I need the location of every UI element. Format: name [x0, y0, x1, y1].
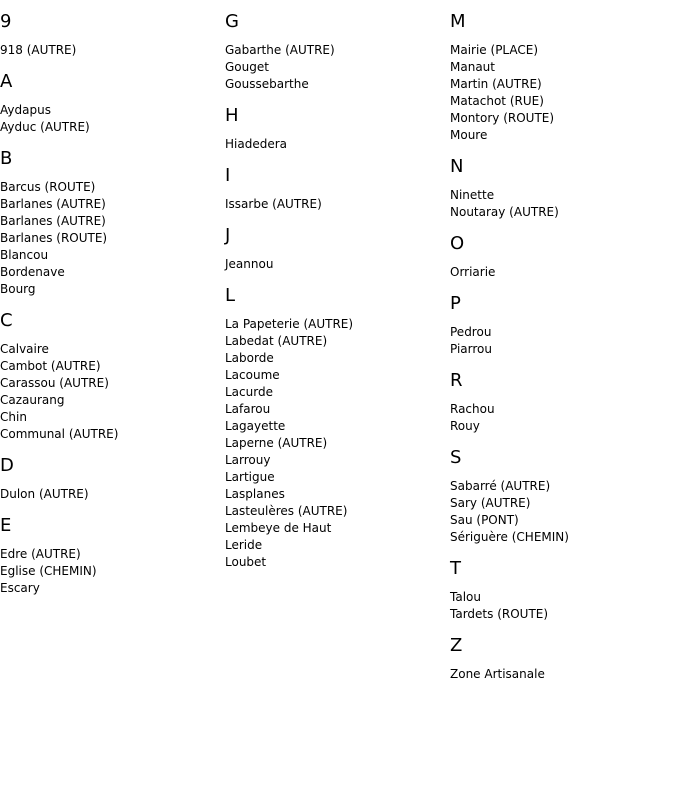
street-item: Leride	[225, 538, 263, 552]
letter-heading: N	[450, 156, 464, 177]
street-item: Sabarré (AUTRE)	[450, 479, 551, 493]
street-item: Manaut	[450, 60, 495, 74]
letter-heading: G	[225, 11, 239, 32]
street-list	[450, 324, 670, 358]
street-list	[450, 187, 670, 221]
street-item: Cambot (AUTRE)	[0, 359, 101, 373]
letter-section-p	[450, 293, 670, 358]
street-item: Lacoume	[225, 368, 280, 382]
street-item: Tardets (ROUTE)	[450, 607, 549, 621]
street-item: Rachou	[450, 402, 495, 416]
street-item: Lagayette	[225, 419, 286, 433]
street-item: Carassou (AUTRE)	[0, 376, 109, 390]
letter-section-o	[450, 233, 670, 281]
street-list	[450, 478, 670, 546]
street-item: Labedat (AUTRE)	[225, 334, 328, 348]
street-item: Lembeye de Haut	[225, 521, 332, 535]
letter-heading: 9	[0, 11, 12, 32]
street-item: Blancou	[0, 248, 49, 262]
letter-section-t	[450, 558, 670, 623]
street-item: Barlanes (AUTRE)	[0, 197, 106, 211]
street-item: Sériguère (CHEMIN)	[450, 530, 569, 544]
street-item: Communal (AUTRE)	[0, 427, 119, 441]
street-item: Ninette	[450, 188, 495, 202]
letter-section-d	[0, 455, 220, 503]
street-item: Barlanes (AUTRE)	[0, 214, 106, 228]
street-item: Lafarou	[225, 402, 271, 416]
letter-heading: P	[450, 293, 461, 314]
street-item: Zone Artisanale	[450, 667, 545, 681]
street-item: Lasteulères (AUTRE)	[225, 504, 348, 518]
letter-section-g	[225, 11, 445, 93]
street-item: Gouget	[225, 60, 269, 74]
street-item: Sary (AUTRE)	[450, 496, 531, 510]
street-list	[450, 264, 670, 281]
street-list	[450, 666, 670, 683]
street-item: Rouy	[450, 419, 480, 433]
letter-heading: S	[450, 447, 462, 468]
index-column-1	[0, 0, 220, 609]
index-column-2	[225, 0, 445, 583]
street-item: Sau (PONT)	[450, 513, 519, 527]
street-list	[450, 401, 670, 435]
letter-heading: C	[0, 310, 13, 331]
street-item: Piarrou	[450, 342, 492, 356]
street-item: Gabarthe (AUTRE)	[225, 43, 335, 57]
street-list	[0, 102, 220, 136]
letter-heading: O	[450, 233, 465, 254]
street-list	[225, 42, 445, 93]
letter-heading: H	[225, 105, 239, 126]
street-item: Eglise (CHEMIN)	[0, 564, 97, 578]
letter-section-a	[0, 71, 220, 136]
street-item: Lartigue	[225, 470, 275, 484]
street-item: Dulon (AUTRE)	[0, 487, 89, 501]
letter-heading: E	[0, 515, 12, 536]
street-item: Montory (ROUTE)	[450, 111, 555, 125]
letter-section-e	[0, 515, 220, 597]
street-list	[225, 316, 445, 571]
street-list	[225, 196, 445, 213]
street-list	[0, 486, 220, 503]
street-item: Aydapus	[0, 103, 51, 117]
letter-heading: Z	[450, 635, 463, 656]
street-item: Hiadedera	[225, 137, 287, 151]
letter-section-z	[450, 635, 670, 683]
street-item: Orriarie	[450, 265, 496, 279]
street-item: Talou	[450, 590, 481, 604]
index-column-3	[450, 0, 670, 695]
street-item: Barcus (ROUTE)	[0, 180, 96, 194]
letter-heading: B	[0, 148, 13, 169]
letter-section-l	[225, 285, 445, 571]
letter-heading: M	[450, 11, 466, 32]
street-list	[450, 589, 670, 623]
street-list	[450, 42, 670, 144]
street-list	[225, 256, 445, 273]
street-item: Edre (AUTRE)	[0, 547, 81, 561]
street-item: Barlanes (ROUTE)	[0, 231, 108, 245]
street-item: Ayduc (AUTRE)	[0, 120, 90, 134]
street-item: Issarbe (AUTRE)	[225, 197, 322, 211]
street-item: Calvaire	[0, 342, 49, 356]
letter-section-h	[225, 105, 445, 153]
letter-section-9	[0, 11, 220, 59]
letter-heading: A	[0, 71, 13, 92]
street-item: Matachot (RUE)	[450, 94, 544, 108]
street-list	[0, 341, 220, 443]
street-list	[0, 179, 220, 298]
street-item: Lacurde	[225, 385, 273, 399]
letter-heading: J	[225, 225, 231, 246]
letter-section-s	[450, 447, 670, 546]
street-item: Martin (AUTRE)	[450, 77, 542, 91]
letter-heading: R	[450, 370, 463, 391]
letter-section-n	[450, 156, 670, 221]
street-item: Chin	[0, 410, 27, 424]
street-item: Escary	[0, 581, 40, 595]
street-item: Bourg	[0, 282, 36, 296]
street-item: Larrouy	[225, 453, 271, 467]
letter-section-i	[225, 165, 445, 213]
street-list	[0, 42, 220, 59]
street-item: Cazaurang	[0, 393, 65, 407]
letter-section-j	[225, 225, 445, 273]
street-item: Jeannou	[225, 257, 274, 271]
street-item: Moure	[450, 128, 488, 142]
street-item: La Papeterie (AUTRE)	[225, 317, 354, 331]
letter-section-m	[450, 11, 670, 144]
letter-section-c	[0, 310, 220, 443]
street-item: Bordenave	[0, 265, 65, 279]
street-item: Noutaray (AUTRE)	[450, 205, 559, 219]
letter-heading: T	[450, 558, 461, 579]
street-item: Goussebarthe	[225, 77, 309, 91]
street-item: Laborde	[225, 351, 274, 365]
street-list	[225, 136, 445, 153]
street-item: Mairie (PLACE)	[450, 43, 539, 57]
street-item: Lasplanes	[225, 487, 285, 501]
street-item: Laperne (AUTRE)	[225, 436, 328, 450]
street-item: Pedrou	[450, 325, 492, 339]
letter-heading: D	[0, 455, 14, 476]
street-item: Loubet	[225, 555, 267, 569]
letter-heading: I	[225, 165, 231, 186]
street-item: 918 (AUTRE)	[0, 43, 77, 57]
letter-heading: L	[225, 285, 236, 306]
letter-section-b	[0, 148, 220, 298]
street-list	[0, 546, 220, 597]
letter-section-r	[450, 370, 670, 435]
